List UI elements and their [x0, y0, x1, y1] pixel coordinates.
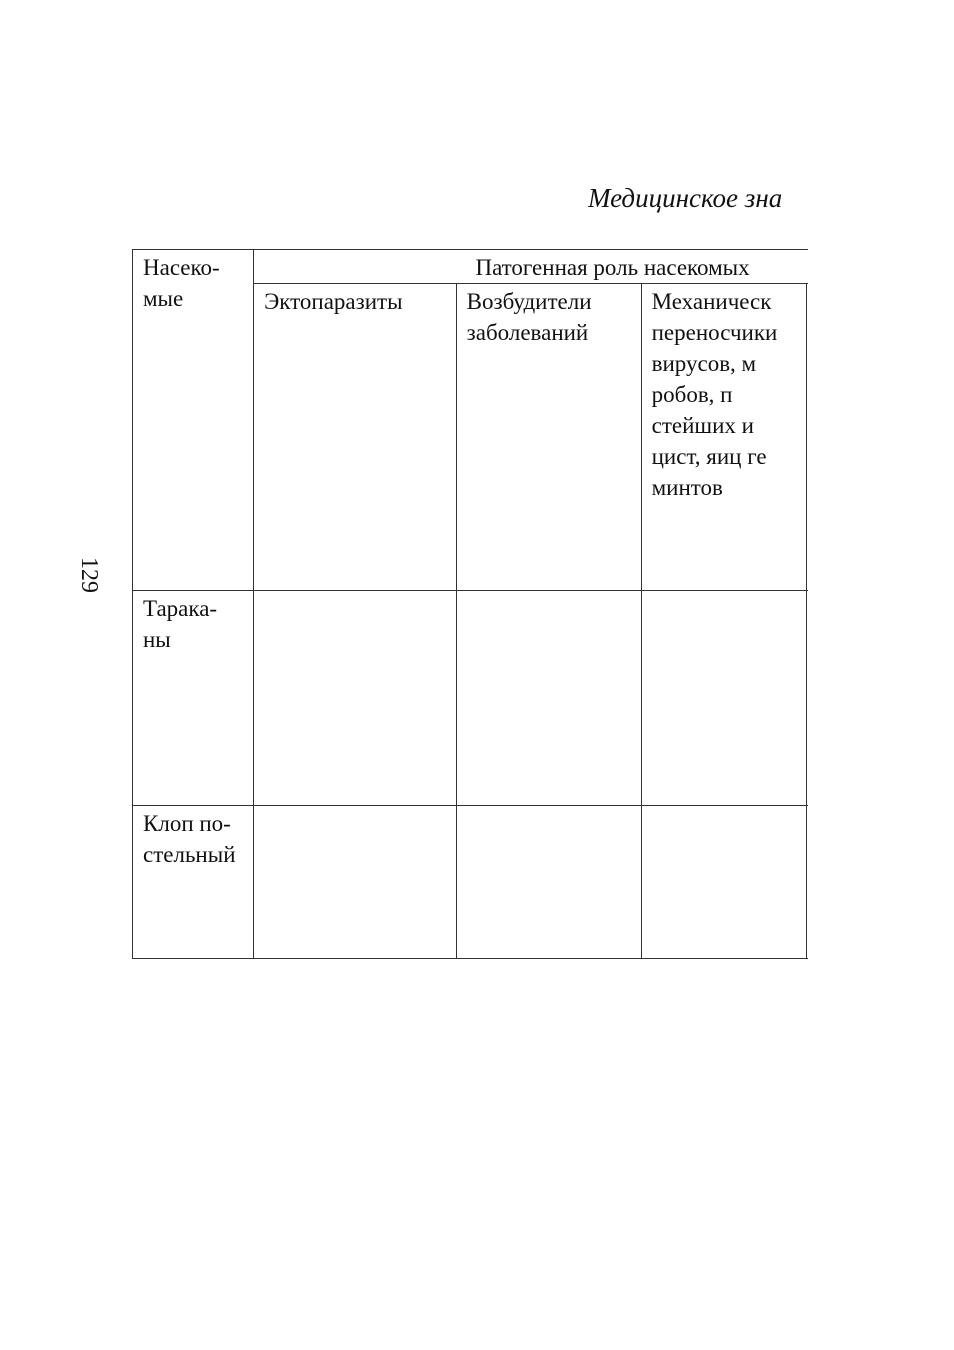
table-row [133, 591, 809, 806]
row-insect-bed-bug: Клоп по- стельный [133, 806, 254, 959]
row-insect-cockroaches: Тарака- ны [133, 591, 254, 806]
cell-empty [456, 806, 641, 959]
page-number: 129 [76, 557, 102, 593]
header-ectoparasites: Эктопаразиты [254, 284, 457, 591]
header-disease-agents: Возбудители заболеваний [456, 284, 641, 591]
cell-empty [254, 806, 457, 959]
running-head: Медицинское зна [588, 183, 783, 213]
header-cell-cut-off [806, 284, 808, 591]
cell-empty [641, 806, 806, 959]
table-header-row [133, 250, 809, 284]
cell-empty [806, 806, 808, 959]
header-insects: Насеко- мые [133, 250, 254, 591]
cell-empty [641, 591, 806, 806]
header-pathogenic-role: Патогенная роль насекомых [254, 250, 808, 284]
cell-empty [456, 591, 641, 806]
cell-empty [254, 591, 457, 806]
table-row [133, 806, 809, 959]
insect-table-region [132, 249, 808, 991]
header-mechanical-carriers: Механическ переносчики вирусов, м робов, п стейших и цист, яиц ге минтов [641, 284, 806, 591]
insect-pathogen-table [132, 249, 808, 959]
cell-empty [806, 591, 808, 806]
